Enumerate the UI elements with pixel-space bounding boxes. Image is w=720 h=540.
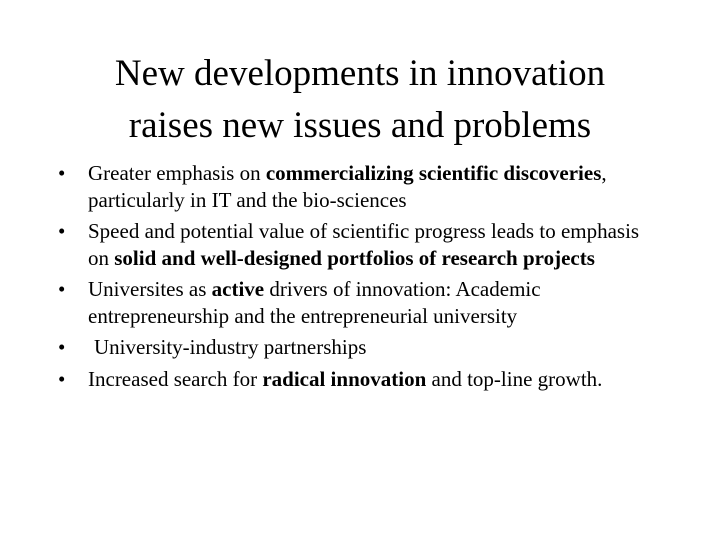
bullet-text-emphasis: active — [211, 277, 265, 301]
bullet-point-icon: • — [58, 161, 66, 185]
bullet-point-icon: • — [58, 335, 66, 359]
bullet-point-icon: • — [58, 366, 66, 391]
bullet-text-segment: Increased search for — [88, 366, 263, 391]
slide-title — [60, 48, 660, 152]
slide-title-line-1: New developments in innovation — [114, 53, 606, 94]
bullet-item-partnerships — [58, 334, 658, 361]
bullet-text-segment: drivers of innovation: Academic entrepreneurship and the entrepreneurial university — [88, 277, 541, 328]
bullet-text-emphasis: radical innovation — [262, 366, 427, 391]
bullet-text-segment: Universites as — [88, 277, 212, 301]
bullet-list — [58, 160, 658, 397]
bullet-text-segment: University-industry partnerships — [94, 335, 367, 359]
bullet-text-segment: Speed and potential value of scientific progress leads to emphasis on — [88, 219, 640, 270]
bullet-text-segment: and top-line growth. — [426, 366, 603, 391]
slide-title-line-2: raises new issues and problems — [128, 105, 592, 146]
bullet-text-segment: , particularly in IT and the bio-sciences — [88, 161, 607, 212]
bullet-item-commercializing — [58, 160, 658, 213]
bullet-text-emphasis: solid and well-designed portfolios of research projects — [114, 245, 595, 270]
bullet-text-emphasis: commercializing scientific discoveries — [265, 161, 602, 185]
bullet-item-portfolios — [58, 218, 658, 271]
bullet-item-universities — [58, 276, 658, 329]
bullet-point-icon: • — [58, 277, 66, 301]
bullet-item-radical-innovation — [58, 366, 658, 393]
bullet-text-segment: Greater emphasis on — [88, 161, 266, 185]
bullet-point-icon: • — [58, 219, 66, 243]
